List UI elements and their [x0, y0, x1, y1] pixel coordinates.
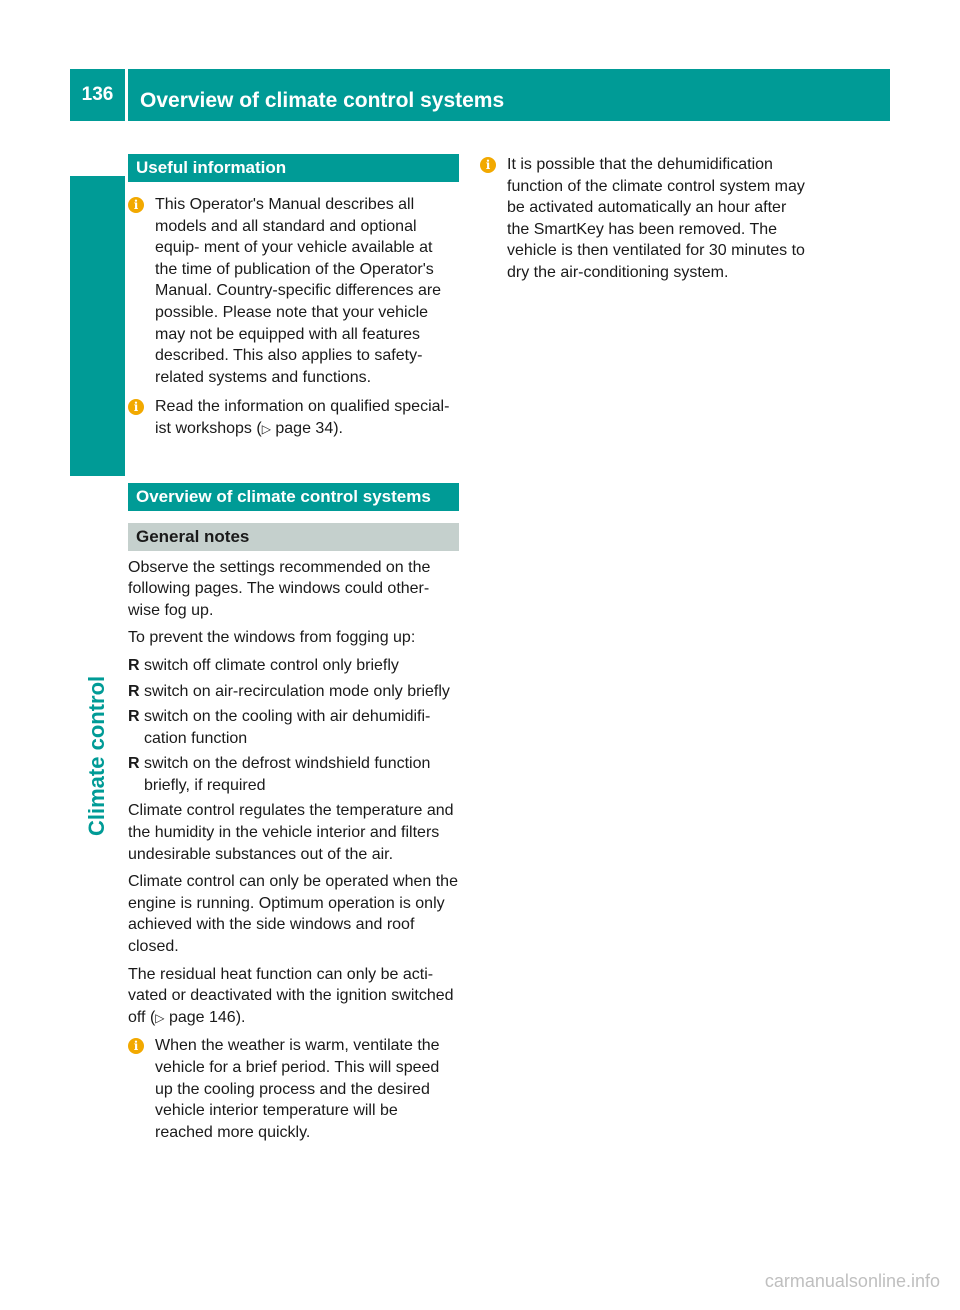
- section-side-tab: [70, 176, 125, 1310]
- paragraph: [128, 964, 459, 1030]
- paragraph-text: The residual heat function can only be acti- vated or deactivated with the ignition switched off (: [128, 965, 454, 1026]
- bullet-icon: R: [128, 682, 140, 700]
- info-icon: i: [128, 399, 144, 415]
- useful-information-heading: Useful information: [128, 154, 459, 182]
- paragraph: Climate control regulates the temperature and the humidity in the vehicle interior and filters undesirable substances out of the air.: [128, 802, 454, 863]
- list-item: [128, 655, 459, 677]
- list-item-text: switch on the defrost windshield function briefly, if required: [144, 755, 431, 794]
- info-note: [128, 194, 459, 388]
- info-note-text: It is possible that the dehumidification function of the climate control system may be activated automatically an hour after the SmartKey has been removed. The vehicle is then ventilated for 30 minutes to dry the air-conditioning system.: [507, 156, 805, 281]
- paragraph: Climate control can only be operated when the engine is running. Optimum operation is only achieved with the side windows and roof closed.: [128, 873, 458, 956]
- list-item-text: switch on air-recirculation mode only briefly: [144, 682, 450, 700]
- page-ref-arrow-icon: ▷: [155, 1010, 165, 1025]
- page-reference-link[interactable]: page 34).: [270, 419, 343, 437]
- page-title: Overview of climate control systems: [128, 69, 890, 121]
- bullet-icon: R: [128, 656, 140, 674]
- bullet-icon: R: [128, 708, 140, 726]
- info-note: [480, 154, 812, 284]
- list-item: [128, 681, 459, 703]
- side-tab-label: Climate control: [84, 675, 109, 836]
- info-icon: i: [480, 157, 496, 173]
- footer-watermark: carmanualsonline.info: [764, 1271, 940, 1291]
- list-item: [128, 753, 459, 796]
- info-note: [128, 1035, 459, 1143]
- list-item: [128, 706, 459, 749]
- page-header: [70, 69, 890, 121]
- bullet-icon: R: [128, 755, 140, 773]
- left-column: [128, 154, 459, 1151]
- paragraph: To prevent the windows from fogging up:: [128, 629, 416, 647]
- list-item-text: switch on the cooling with air dehumidifi- cation function: [144, 708, 431, 747]
- info-note-text: This Operator's Manual describes all models and all standard and optional equip- ment of your vehicle available at the time of publication of the Operator's Manual. Country-specific differences are possible. Please note that your vehicle may not be equipped with all features described. This also applies to safety-related systems and functions.: [155, 196, 442, 386]
- info-note-text: When the weather is warm, ventilate the vehicle for a brief period. This will speed up the cooling process and the desired vehicle interior temperature will be reached more quickly.: [155, 1037, 440, 1141]
- paragraph: Observe the settings recommended on the following pages. The windows could other- wise fog up.: [128, 558, 431, 619]
- right-column: [480, 154, 812, 292]
- general-notes-heading: General notes: [128, 523, 459, 551]
- side-tab-label-wrap: [76, 656, 116, 836]
- page-number: 136: [70, 69, 125, 121]
- info-icon: i: [128, 1038, 144, 1054]
- info-note-text: Read the information on qualified special- ist workshops (: [155, 398, 450, 437]
- info-icon: i: [128, 197, 144, 213]
- info-note: [128, 396, 459, 440]
- list-item-text: switch off climate control only briefly: [144, 656, 399, 674]
- side-tab-block: [70, 176, 125, 476]
- page-ref-arrow-icon: ▷: [261, 421, 271, 436]
- page-reference-link[interactable]: page 146).: [164, 1008, 246, 1026]
- overview-heading: Overview of climate control systems: [128, 483, 459, 511]
